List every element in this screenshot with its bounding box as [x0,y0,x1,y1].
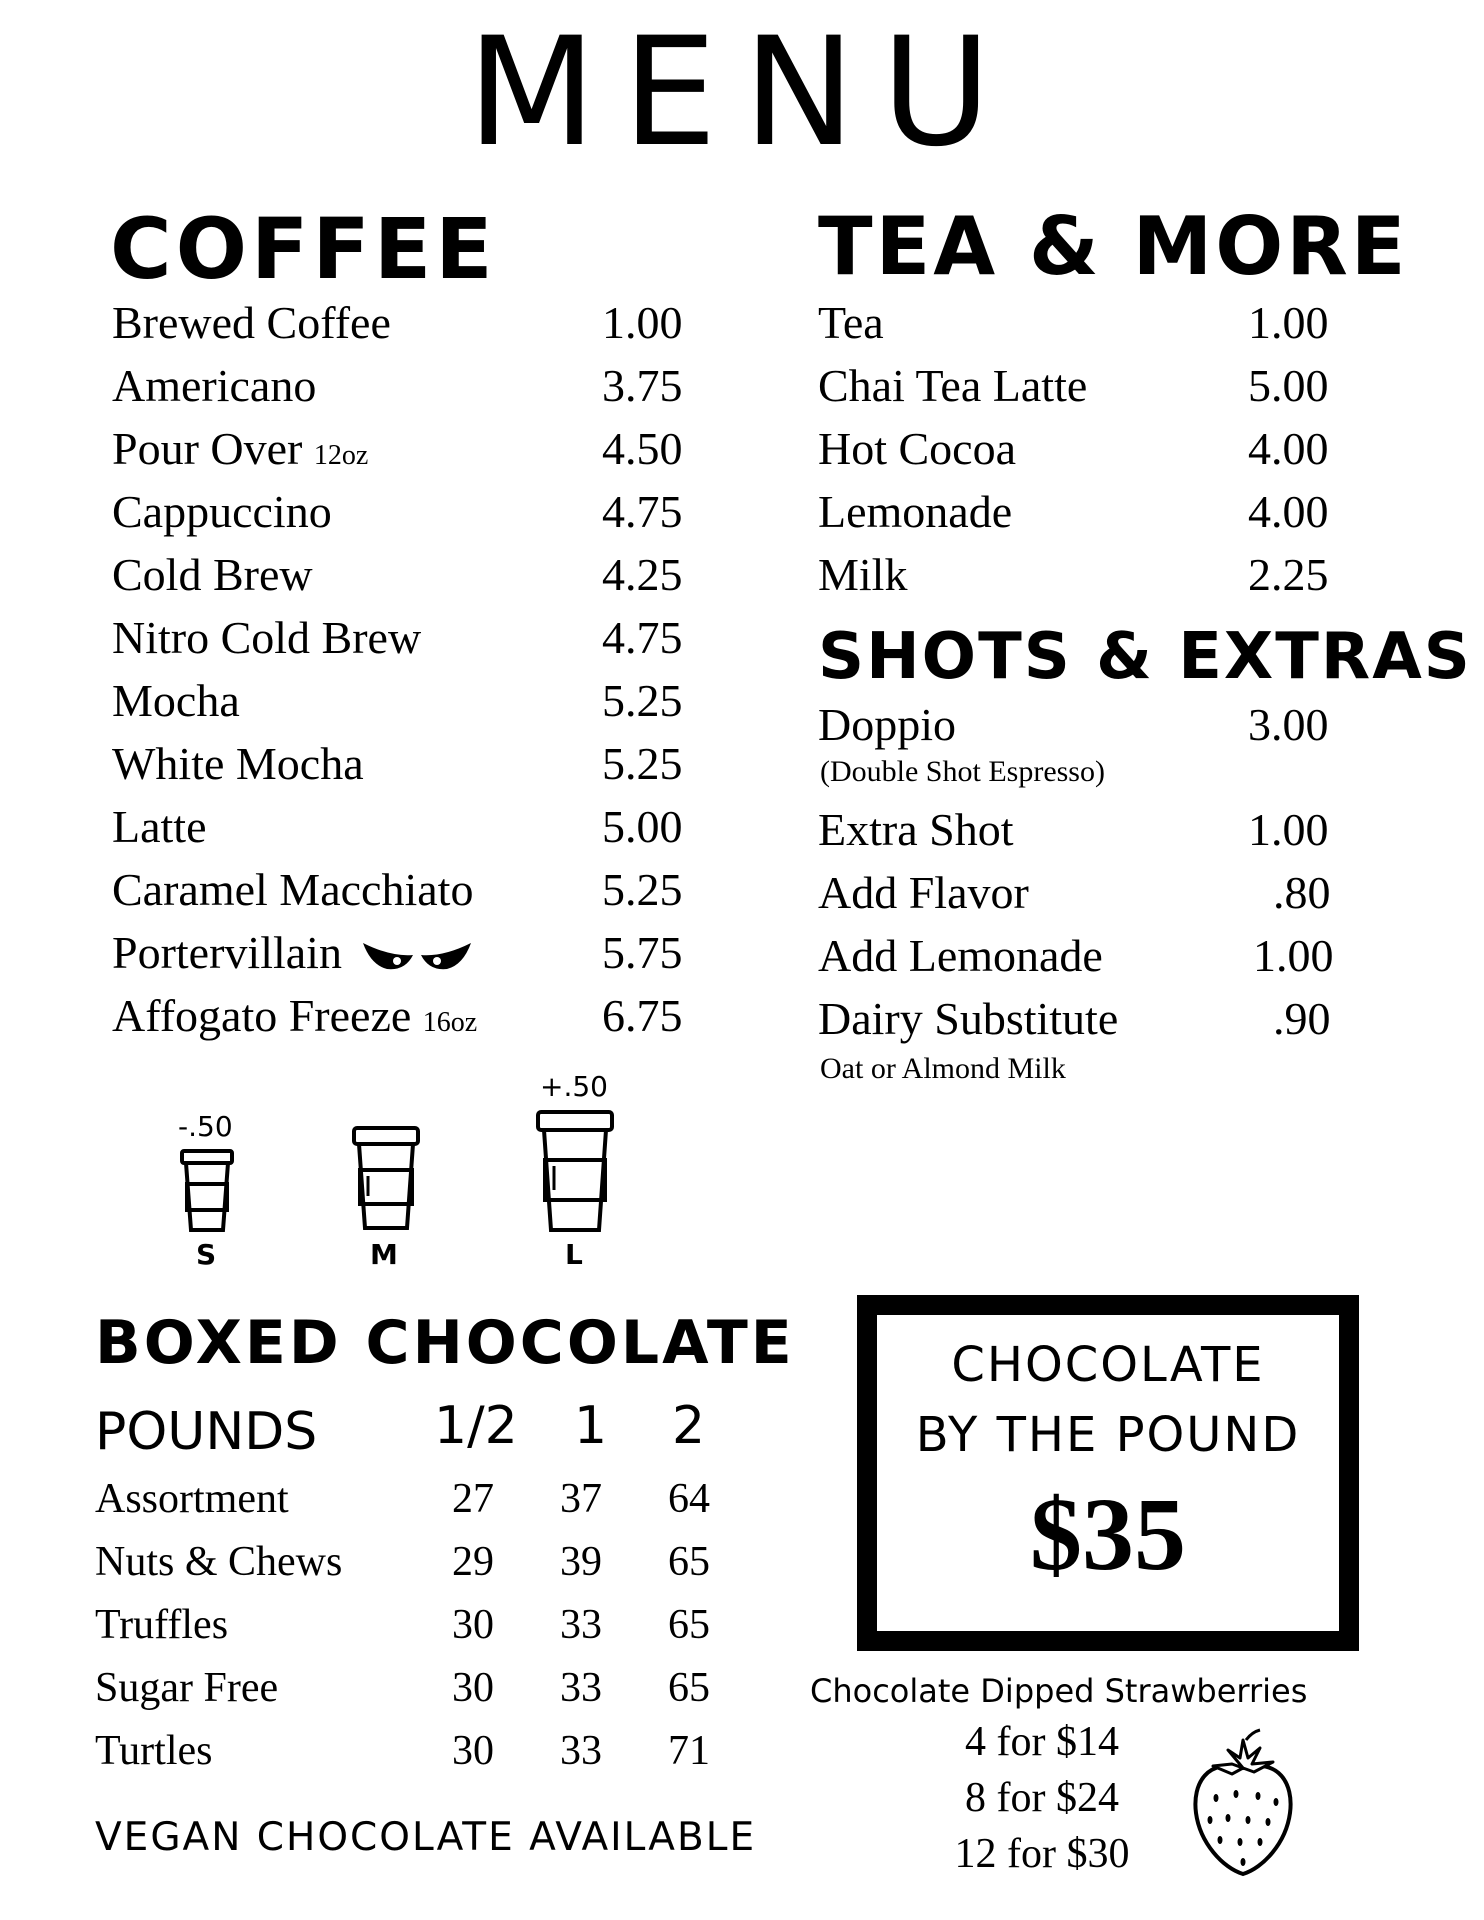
strawberries-offer: 8 for $24 [965,1775,1119,1821]
boxed-row-price: 39 [560,1539,602,1585]
coffee-item [112,486,683,537]
shots-item [818,930,1334,981]
coffee-item-name: White Mocha [112,738,364,789]
shots-item-doppio [818,699,1329,750]
shots-item-name: Add Lemonade [818,930,1103,981]
villain-eyes-icon [361,937,473,977]
coffee-item-price: 5.25 [602,864,683,915]
boxed-row-price: 37 [560,1476,602,1522]
tea-item-price: 1.00 [1248,297,1329,348]
tea-item-price: 2.25 [1248,549,1329,600]
coffee-item [112,297,683,348]
tea-item-price: 4.00 [1248,486,1329,537]
boxed-row-price: 33 [560,1728,602,1774]
tea-item [818,486,1329,537]
boxed-heading: BOXED CHOCOLATE [95,1308,795,1378]
boxed-row-name: Turtles [95,1728,213,1774]
left-eye-shape [363,943,413,969]
coffee-item [112,801,683,852]
coffee-item-name: Nitro Cold Brew [112,612,422,663]
boxed-row-price: 30 [452,1602,494,1648]
tea-item [818,423,1329,474]
tea-item-name: Tea [818,297,884,348]
dairy-note: Oat or Almond Milk [820,1052,1066,1085]
tea-item-name: Milk [818,549,908,600]
coffee-item-price: 1.00 [602,297,683,348]
cup-size-large: L [565,1238,583,1271]
boxed-row-price: 29 [452,1539,494,1585]
coffee-item-price: 5.00 [602,801,683,852]
coffee-item-price: 3.75 [602,360,683,411]
boxed-row-price: 65 [668,1539,710,1585]
boxed-row-price: 33 [560,1602,602,1648]
coffee-item-name: Caramel Macchiato [112,864,474,915]
coffee-item [112,423,683,481]
boxed-row-price: 64 [668,1476,710,1522]
tea-item-name: Lemonade [818,486,1013,537]
coffee-item-name: Cappuccino [112,486,332,537]
weight-one-header: 1 [574,1396,608,1456]
tea-item-price: 4.00 [1248,423,1329,474]
boxed-row-price: 33 [560,1665,602,1711]
menu-title: MENU [466,6,1018,180]
shots-item-price: .80 [1273,867,1331,918]
coffee-heading: COFFEE [110,200,497,298]
tea-item [818,360,1329,411]
doppio-note: (Double Shot Espresso) [820,755,1105,788]
coffee-item-price: 4.75 [602,486,683,537]
shots-item [818,867,1331,918]
boxed-row-price: 65 [668,1602,710,1648]
pound-box-price: $35 [1030,1477,1186,1592]
strawberries-offer: 12 for $30 [954,1831,1130,1877]
strawberry-icon [1188,1728,1298,1878]
shots-item [818,993,1331,1044]
strawberries-offer: 4 for $14 [965,1719,1119,1765]
coffee-item-name: Pour Over [112,423,303,474]
right-eye-pupil [433,957,441,965]
coffee-item-name: Latte [112,801,207,852]
tea-heading: TEA & MORE [818,200,1409,293]
coffee-item [112,990,683,1048]
medium-cup-icon [350,1124,422,1232]
boxed-row-price: 27 [452,1476,494,1522]
coffee-item [112,738,683,789]
large-cup-icon [534,1108,616,1234]
coffee-item [112,927,683,978]
boxed-row-name: Truffles [95,1602,229,1648]
strawberry-stem [1246,1730,1260,1740]
boxed-row-price: 65 [668,1665,710,1711]
coffee-item-price: 5.75 [602,927,683,978]
pounds-header: POUNDS [95,1402,318,1462]
strawberry-seeds [1208,1790,1279,1866]
boxed-row-name: Assortment [95,1476,289,1522]
coffee-item-size: 12oz [313,440,369,471]
shots-item [818,804,1329,855]
weight-half-header: 1/2 [434,1396,518,1456]
cup-adjust-large: +.50 [540,1070,608,1103]
coffee-item-size: 16oz [422,1007,478,1038]
cup-size-small: S [196,1238,217,1271]
coffee-item [112,549,683,600]
coffee-item-name: Americano [112,360,317,411]
shots-item-price: 1.00 [1253,930,1334,981]
shots-item-name: Dairy Substitute [818,993,1119,1044]
cup-adjust-small: -.50 [178,1110,233,1143]
pound-box-line2: BY THE POUND [915,1407,1301,1463]
boxed-row-name: Sugar Free [95,1665,279,1711]
shots-item-name: Extra Shot [818,804,1014,855]
boxed-row-price: 71 [668,1728,710,1774]
tea-item-price: 5.00 [1248,360,1329,411]
tea-item-name: Hot Cocoa [818,423,1017,474]
coffee-item-price: 6.75 [602,990,683,1041]
coffee-item [112,864,683,915]
coffee-item-price: 4.50 [602,423,683,474]
tea-item [818,297,1329,348]
right-eye-shape [421,943,471,969]
shots-item-price: 3.00 [1248,699,1329,750]
coffee-item-price: 5.25 [602,738,683,789]
shots-item-name: Add Flavor [818,867,1029,918]
coffee-item-name: Brewed Coffee [112,297,391,348]
boxed-row-price: 30 [452,1728,494,1774]
coffee-item [112,360,683,411]
coffee-item [112,612,683,663]
vegan-note: VEGAN CHOCOLATE AVAILABLE [95,1815,757,1860]
shots-heading: SHOTS & EXTRAS [818,620,1472,694]
small-cup-icon [178,1148,236,1234]
shots-item-price: 1.00 [1248,804,1329,855]
tea-item-name: Chai Tea Latte [818,360,1088,411]
pound-price-box [857,1295,1359,1651]
shots-item-name: Doppio [818,699,956,750]
coffee-item-name: Mocha [112,675,240,726]
coffee-item-price: 4.25 [602,549,683,600]
coffee-item-name: Cold Brew [112,549,313,600]
boxed-row-name: Nuts & Chews [95,1539,343,1585]
coffee-item-price: 5.25 [602,675,683,726]
tea-item [818,549,1329,600]
coffee-item-price: 4.75 [602,612,683,663]
weight-two-header: 2 [672,1396,706,1456]
strawberry-leaves [1213,1740,1273,1774]
shots-item-price: .90 [1273,993,1331,1044]
strawberries-title: Chocolate Dipped Strawberries [810,1672,1308,1710]
coffee-item [112,675,683,726]
pound-box-line1: CHOCOLATE [951,1337,1265,1393]
left-eye-pupil [393,957,401,965]
cup-size-medium: M [370,1238,398,1271]
boxed-row-price: 30 [452,1665,494,1711]
coffee-item-name: Affogato Freeze [112,990,412,1041]
coffee-item-name: Portervillain [112,927,342,978]
